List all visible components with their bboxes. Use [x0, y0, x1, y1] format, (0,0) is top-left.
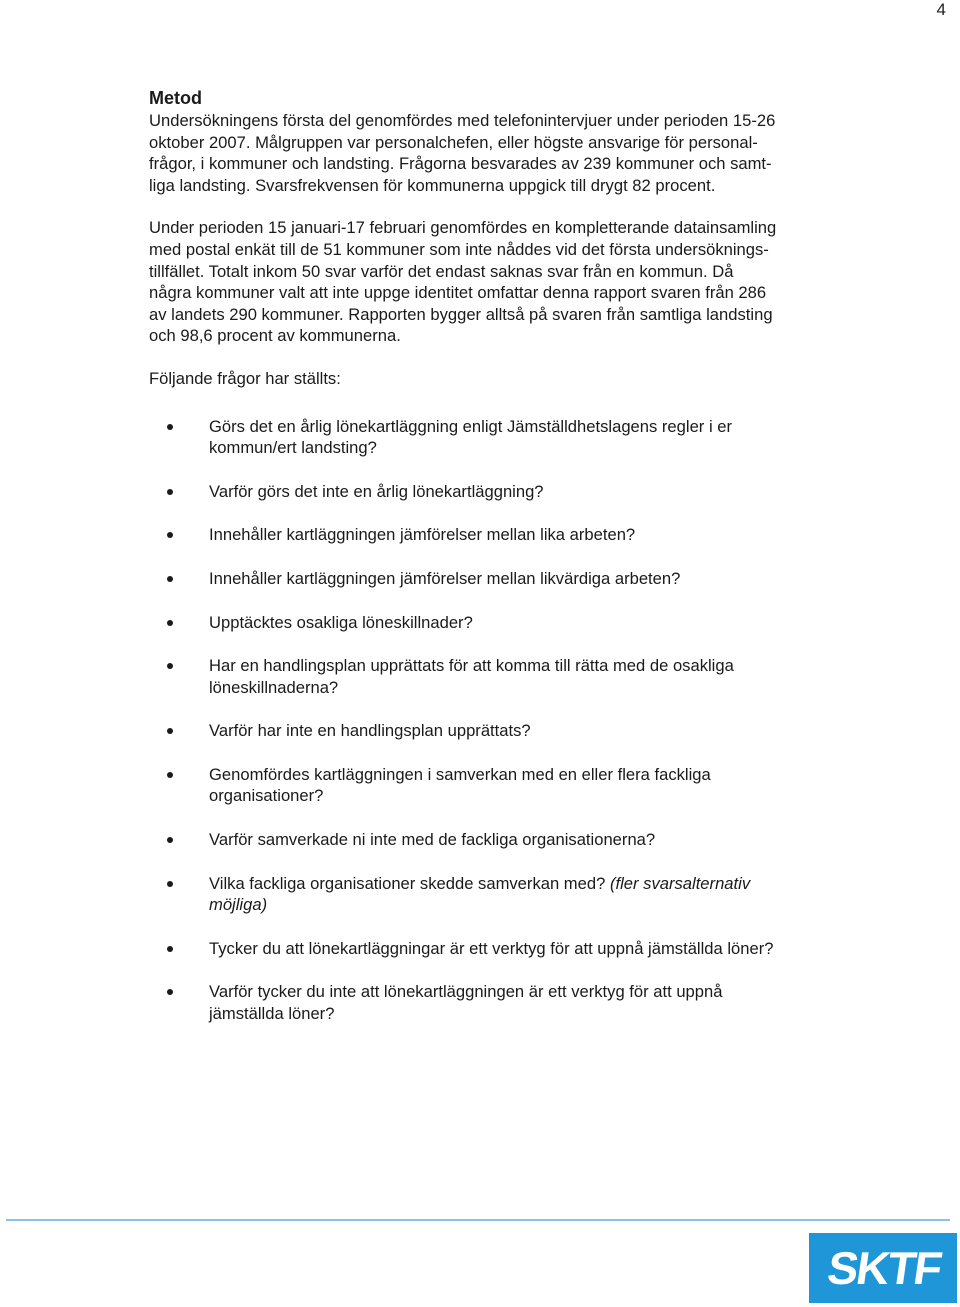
- bullet-icon: [167, 728, 173, 734]
- question-item: [149, 829, 849, 851]
- bullet-icon: [167, 989, 173, 995]
- bullet-icon: [167, 881, 173, 887]
- section-heading: Metod: [149, 88, 202, 108]
- text-line: frågor, i kommuner och landsting. Frågorna besvarades av 239 kommuner och samt-: [149, 154, 772, 174]
- paragraph-supplement: [149, 217, 849, 347]
- question-text: löneskillnaderna?: [209, 677, 339, 697]
- question-text: Innehåller kartläggningen jämförelser mellan lika arbeten?: [209, 525, 636, 545]
- bullet-icon: [167, 620, 173, 626]
- question-text: Görs det en årlig lönekartläggning enligt Jämställdhetslagens regler i er: [209, 416, 732, 436]
- question-text: Tycker du att lönekartläggningar är ett verktyg för att uppnå jämställda löner?: [209, 938, 774, 958]
- question-item: [149, 568, 849, 590]
- question-item: [149, 938, 849, 960]
- bullet-icon: [167, 532, 173, 538]
- text-line: tillfället. Totalt inkom 50 svar varför det endast saknas svar från en kommun. Då: [149, 261, 734, 281]
- question-text: jämställda löner?: [209, 1004, 335, 1024]
- question-text: Varför tycker du inte att lönekartläggningen är ett verktyg för att uppnå: [209, 982, 723, 1002]
- question-item: [149, 873, 849, 916]
- bullet-icon: [167, 424, 173, 430]
- document-body: [149, 86, 849, 1047]
- bullet-icon: [167, 772, 173, 778]
- question-text: Varför har inte en handlingsplan upprättats?: [209, 721, 531, 741]
- text-line: några kommuner valt att inte uppge identitet omfattar denna rapport svaren från 286: [149, 283, 767, 303]
- questions-intro: Följande frågor har ställts:: [149, 368, 341, 388]
- page-number: 4: [936, 0, 946, 19]
- question-text: Varför görs det inte en årlig lönekartläggning?: [209, 481, 544, 501]
- bullet-icon: [167, 489, 173, 495]
- paragraph-method: [149, 110, 849, 196]
- question-text: Innehåller kartläggningen jämförelser mellan likvärdiga arbeten?: [209, 568, 681, 588]
- question-text: organisationer?: [209, 786, 324, 806]
- question-text: kommun/ert landsting?: [209, 438, 377, 458]
- question-note: (fler svarsalternativ: [609, 873, 751, 893]
- text-line: med postal enkät till de 51 kommuner som inte nåddes vid det första undersöknings-: [149, 239, 769, 259]
- questions-list: [149, 416, 849, 1025]
- question-item: [149, 524, 849, 546]
- text-line: Under perioden 15 januari-17 februari genomfördes en kompletterande datainsamling: [149, 218, 777, 238]
- question-item: [149, 981, 849, 1024]
- question-item: [149, 416, 849, 459]
- bullet-icon: [167, 946, 173, 952]
- question-item: [149, 481, 849, 503]
- sktf-logo-mark: [809, 1233, 957, 1303]
- question-note: möjliga): [209, 895, 268, 915]
- question-item: [149, 612, 849, 634]
- question-text-line: [209, 873, 849, 895]
- bullet-icon: [167, 576, 173, 582]
- text-line: liga landsting. Svarsfrekvensen för kommunerna uppgick till drygt 82 procent.: [149, 175, 716, 195]
- text-line: Undersökningens första del genomfördes med telefonintervjuer under perioden 15-26: [149, 111, 776, 130]
- text-line: oktober 2007. Målgruppen var personalchefen, eller högste ansvarige för personal-: [149, 132, 758, 152]
- question-text: Vilka fackliga organisationer skedde samverkan med?: [209, 873, 606, 893]
- bullet-icon: [167, 837, 173, 843]
- question-text: Varför samverkade ni inte med de fackliga organisationerna?: [209, 830, 656, 850]
- question-item: [149, 720, 849, 742]
- question-text: Har en handlingsplan upprättats för att komma till rätta med de osakliga: [209, 656, 734, 676]
- question-item: [149, 655, 849, 698]
- question-text: Upptäcktes osakliga löneskillnader?: [209, 612, 473, 632]
- question-item: [149, 764, 849, 807]
- text-line: av landets 290 kommuner. Rapporten bygger alltså på svaren från samtliga landsting: [149, 304, 773, 324]
- logo-text: SKTF: [824, 1242, 944, 1294]
- footer-divider: [6, 1219, 950, 1221]
- sktf-logo: [809, 1233, 957, 1303]
- text-line: och 98,6 procent av kommunerna.: [149, 326, 401, 346]
- bullet-icon: [167, 663, 173, 669]
- question-text: Genomfördes kartläggningen i samverkan med en eller flera fackliga: [209, 764, 711, 784]
